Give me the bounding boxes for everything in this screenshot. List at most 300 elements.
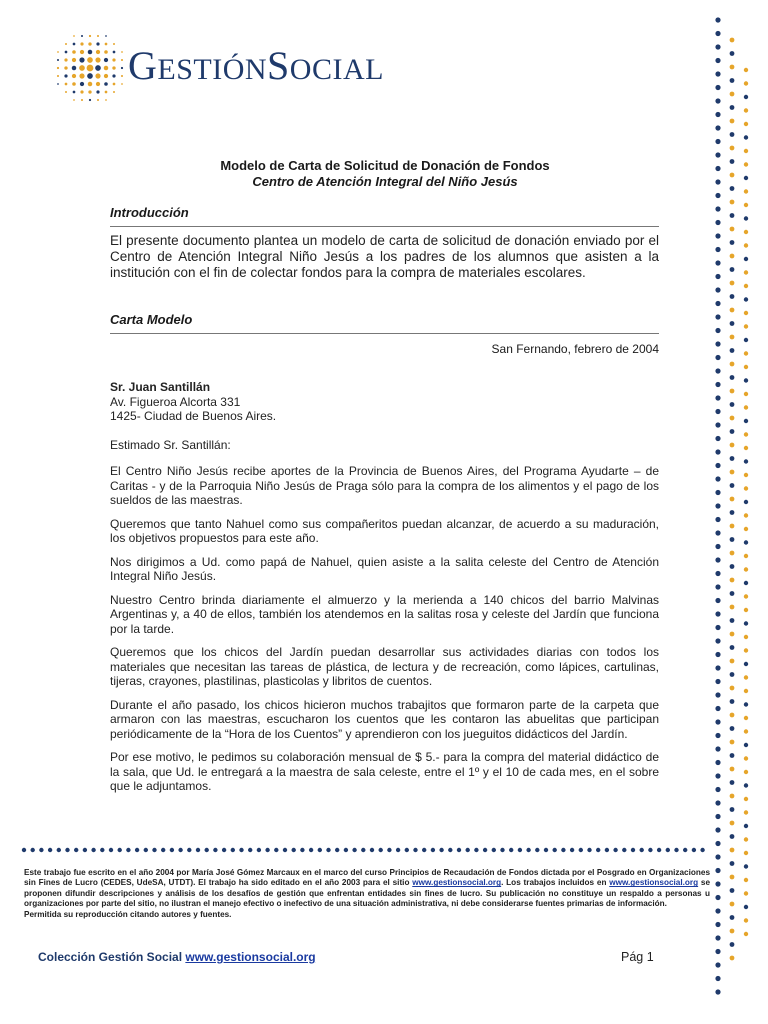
column-dot [730,888,735,893]
column-dot [730,321,735,326]
column-dot [744,149,748,153]
column-dot [730,794,735,799]
column-dot [730,470,735,475]
column-dot [715,476,720,481]
column-dot [715,881,720,886]
globe-dot [80,42,83,45]
divider-dot [448,848,452,852]
globe-dot [72,58,76,62]
decorative-dot-column-gold [729,10,735,1010]
column-dot [715,922,720,927]
column-dot [715,962,720,967]
column-dot [744,446,748,450]
column-dot [744,122,748,126]
globe-dot [72,50,76,54]
globe-dot [64,66,67,69]
globe-dot [105,43,108,46]
column-dot [715,382,720,387]
divider-dot [361,848,365,852]
column-dot [715,800,720,805]
column-dot [730,929,735,934]
letter-paragraph: Durante el año pasado, los chicos hicieron muchos trabajitos que formaron parte de la carpeta que armaron con las maestras, escucharon los cuentos que les contaron las abuelitas que participan periódicamente de la “Hora de los Cuentos” y aprendieron con los jueguitos didácticos del Jardín. [110,697,659,741]
column-dot [715,787,720,792]
globe-dot [112,66,115,69]
globe-dot [121,83,123,85]
column-dot [730,767,735,772]
globe-dot [89,35,91,37]
column-dot [715,44,720,49]
divider-dot [674,848,678,852]
divider-dot [622,848,626,852]
column-dot [715,692,720,697]
gestion-social-logo [50,28,384,118]
divider-dot [91,848,95,852]
globe-dot [57,83,59,85]
globe-dot [72,82,76,86]
column-dot [715,233,720,238]
column-dot [715,395,720,400]
column-dot [744,783,748,787]
globe-dot [112,58,115,61]
divider-dot [431,848,435,852]
decorative-dot-divider [20,846,710,854]
column-dot [744,189,748,193]
divider-dot [413,848,417,852]
globe-dot [104,74,108,78]
column-dot [730,105,735,110]
column-dot [715,58,720,63]
column-dot [744,540,748,544]
collection-label [38,950,316,964]
divider-dot [231,848,235,852]
column-dot [744,216,748,220]
divider-dot [65,848,69,852]
column-dot [744,311,748,315]
divider-dot [692,848,696,852]
column-dot [744,351,748,355]
globe-dots-icon [50,28,130,108]
column-dot [730,375,735,380]
column-dot [730,119,735,124]
column-dot [744,176,748,180]
globe-dot [64,58,67,61]
footer-disclaimer [24,868,710,920]
letter-paragraph: El Centro Niño Jesús recibe aportes de la Provincia de Buenos Aires, del Programa Ayudarte – de Caritas - y de la Parroquia Niño Jesús de Praga sólo para la compra de los alimentos y el pago de los sueldos de las maestras. [110,464,659,507]
divider-dot [326,848,330,852]
column-dot [715,665,720,670]
divider-dot [152,848,156,852]
column-dot [744,527,748,531]
column-dot [730,92,735,97]
column-dot [715,584,720,589]
column-dot [715,98,720,103]
divider-dot [553,848,557,852]
divider-dot [135,848,139,852]
globe-dot [73,43,76,46]
globe-dot [113,51,116,54]
collection-text: Colección Gestión Social [38,950,186,964]
column-dot [730,659,735,664]
column-dot [744,716,748,720]
divider-dot [544,848,548,852]
globe-dot [79,73,84,78]
column-dot [730,645,735,650]
column-dot [730,267,735,272]
column-dot [730,537,735,542]
column-dot [744,135,748,139]
divider-dot [509,848,513,852]
column-dot [715,409,720,414]
column-dot [730,294,735,299]
column-dot [730,780,735,785]
globe-dot [97,35,99,37]
gestionsocial-link[interactable]: www.gestionsocial.org [609,878,699,888]
column-dot [730,902,735,907]
divider-dot [292,848,296,852]
column-dot [730,915,735,920]
globe-dot [57,67,59,69]
column-dot [715,314,720,319]
divider-dot [352,848,356,852]
globe-dot [121,67,123,69]
column-dot [730,308,735,313]
logo-s: S [267,43,290,88]
divider-dot [396,848,400,852]
column-dot [744,837,748,841]
column-dot [730,281,735,286]
column-dot [744,324,748,328]
column-dot [730,753,735,758]
globe-dot [88,42,91,45]
column-dot [730,807,735,812]
column-dot [730,348,735,353]
divider-dot [648,848,652,852]
divider-dot [222,848,226,852]
column-dot [715,287,720,292]
letter-paragraph: Queremos que tanto Nahuel como sus compañeritos puedan alcanzar, de acuerdo a su maduración, los objetivos propuestos para este año. [110,516,659,545]
column-dot [744,581,748,585]
column-dot [715,530,720,535]
column-dot [715,719,720,724]
globe-dot [88,90,91,93]
column-dot [730,686,735,691]
column-dot [730,402,735,407]
column-dot [715,571,720,576]
column-dot [744,918,748,922]
decorative-dot-column-mixed [743,10,749,1010]
divider-dot [683,848,687,852]
column-dot [744,932,748,936]
divider-dot [466,848,470,852]
globe-dot [105,91,108,94]
divider-dot [170,848,174,852]
divider-dot [118,848,122,852]
column-dot [730,78,735,83]
column-dot [744,95,748,99]
globe-dot [57,51,59,53]
column-dot [744,257,748,261]
divider-dot [605,848,609,852]
divider-dot [492,848,496,852]
column-dot [744,905,748,909]
globe-dot [104,66,109,71]
globe-dot [95,73,100,78]
column-dot [730,497,735,502]
globe-dot [88,82,93,87]
column-dot [730,672,735,677]
divider-dot [318,848,322,852]
column-dot [715,490,720,495]
column-dot [744,338,748,342]
globe-dot [95,57,100,62]
page-number: Pág 1 [621,950,654,964]
divider-dot [100,848,104,852]
column-dot [730,173,735,178]
column-dot [744,459,748,463]
column-dot [715,949,720,954]
column-dot [715,220,720,225]
disclaimer-text-3: se proponen difundir descripciones y análisis de los desafíos de gestión que enfrentan entidades sin fines de lucro. Su publicación no constituye un respaldo a personas u organizaciones por parte del sitio, no ilustran el manejo efectivo o inefectivo de una situación administrativa, ni debe considerarse fuentes primarias de información. [24,878,711,909]
intro-heading: Introducción [110,205,659,227]
column-dot [715,841,720,846]
column-dot [730,551,735,556]
column-dot [744,473,748,477]
globe-dot [113,83,116,86]
globe-dot [95,65,101,71]
column-dot [744,243,748,247]
column-dot [744,689,748,693]
column-dot [744,797,748,801]
globe-dot [57,59,59,61]
column-dot [744,432,748,436]
divider-dot [178,848,182,852]
column-dot [715,368,720,373]
column-dot [715,706,720,711]
divider-dot [22,848,26,852]
letter-paragraph: Nuestro Centro brinda diariamente el almuerzo y la merienda a 140 chicos del barrio Malvinas Argentinas y, a 40 de ellos, también los atendemos en la salitas rosa y celeste del Jardín que funciona por la tarde. [110,592,659,636]
column-dot [730,699,735,704]
column-dot [744,392,748,396]
column-dot [715,854,720,859]
globe-dot [121,59,123,61]
column-dot [715,544,720,549]
column-dot [715,598,720,603]
column-dot [715,206,720,211]
logo-brand-part2-rest: OCIAL [289,53,384,86]
divider-dot [144,848,148,852]
divider-dot [518,848,522,852]
column-dot [715,935,720,940]
divider-dot [239,848,243,852]
column-dot [744,608,748,612]
column-dot [730,132,735,137]
column-dot [715,827,720,832]
column-dot [715,260,720,265]
divider-dot [31,848,35,852]
column-dot [730,510,735,515]
column-dot [730,591,735,596]
column-dot [744,81,748,85]
globe-dot [87,57,93,63]
column-dot [715,463,720,468]
column-dot [730,335,735,340]
divider-dot [274,848,278,852]
intro-text: El presente documento plantea un modelo de carta de solicitud de donación enviado por el Centro de Atención Integral Niño Jesús a los padres de los alumnos que asisten a la institución con el fin de colectar fondos para la compra de materiales escolares. [110,233,659,280]
column-dot [715,773,720,778]
logo-wordmark [128,42,384,89]
column-dot [730,726,735,731]
divider-dot [579,848,583,852]
divider-dot [657,848,661,852]
column-dot [730,254,735,259]
column-dot [730,713,735,718]
divider-dot [474,848,478,852]
column-dot [715,355,720,360]
divider-dot [39,848,43,852]
divider-dot [526,848,530,852]
globe-dot [73,99,75,101]
logo-g: G [128,43,158,88]
column-dot [744,621,748,625]
divider-dot [265,848,269,852]
divider-dot [613,848,617,852]
column-dot [730,956,735,961]
column-dot [730,456,735,461]
column-dot [744,405,748,409]
column-dot [744,68,748,72]
column-dot [744,648,748,652]
letter-paragraph: Nos dirigimos a Ud. como papá de Nahuel, quien asiste a la salita celeste del Centro de Atención Integral Niño Jesús. [110,554,659,583]
column-dot [730,942,735,947]
globe-dot [79,57,84,62]
divider-dot [126,848,130,852]
column-dot [744,810,748,814]
globe-dot [105,35,107,37]
column-dot [715,449,720,454]
divider-dot [666,848,670,852]
column-dot [730,240,735,245]
column-dot [744,270,748,274]
globe-dot [73,91,76,94]
column-dot [730,524,735,529]
column-dot [715,422,720,427]
column-dot [715,652,720,657]
divider-dot [535,848,539,852]
divider-dot [387,848,391,852]
column-dot [730,834,735,839]
divider-dot [500,848,504,852]
column-dot [715,868,720,873]
recipient-street: Av. Figueroa Alcorta 331 [110,394,241,409]
column-dot [744,554,748,558]
column-dot [744,675,748,679]
divider-dot [248,848,252,852]
column-dot [744,203,748,207]
globe-dot [65,51,68,54]
column-dot [730,186,735,191]
column-dot [744,284,748,288]
column-dot [715,760,720,765]
globe-dot [121,75,123,77]
column-dot [715,152,720,157]
column-dot [730,443,735,448]
recipient-name: Sr. Juan Santillán [110,380,211,394]
globe-dot [80,90,83,93]
column-dot [744,486,748,490]
column-dot [744,864,748,868]
divider-dot [74,848,78,852]
column-dot [715,989,720,994]
logo-brand-part1-rest: ESTIÓN [157,53,268,86]
divider-dot [335,848,339,852]
column-dot [730,740,735,745]
collection-link[interactable]: www.gestionsocial.org [185,950,316,964]
column-dot [715,436,720,441]
column-dot [744,500,748,504]
column-dot [744,824,748,828]
document-subtitle: Centro de Atención Integral del Niño Jesús [252,174,518,189]
column-dot [744,770,748,774]
divider-dot [640,848,644,852]
globe-dot [113,43,115,45]
divider-dot [187,848,191,852]
column-dot [744,851,748,855]
divider-dot [48,848,52,852]
divider-dot [300,848,304,852]
globe-dot [105,99,107,101]
column-dot [744,729,748,733]
column-dot [730,159,735,164]
divider-dot [405,848,409,852]
globe-dot [112,74,115,77]
column-dot [744,743,748,747]
column-dot [730,362,735,367]
gestionsocial-link[interactable]: www.gestionsocial.org [412,878,502,888]
globe-dot [96,50,100,54]
column-dot [715,341,720,346]
column-dot [730,146,735,151]
column-dot [730,200,735,205]
column-dot [715,179,720,184]
disclaimer-text-1: Este trabajo fue escrito en el año 2004 por María José Gómez Marcaux en el marco del curso Principios de Recaudación de Fondos dictada por el Posgrado en Organizaciones sin Fines de Lucro (CEDES, UdeSA, UTDT). El trabajo ha sido editado en el año 2003 para el sitio [24,868,710,888]
column-dot [715,85,720,90]
globe-dot [96,90,99,93]
column-dot [715,112,720,117]
column-dot [730,861,735,866]
globe-dot [57,75,59,77]
letter-paragraph: Queremos que los chicos del Jardín puedan desarrollar sus actividades diarias con todos los materiales que necesitan las tareas de plástica, de lectura y de recreación, como lápices, cartulinas, tijeras, crayones, plastilinas, plasticolas y libritos de cuentos. [110,645,659,688]
column-dot [744,662,748,666]
column-dot [730,65,735,70]
column-dot [715,895,720,900]
globe-dot [65,91,67,93]
column-dot [715,274,720,279]
globe-dot [73,35,75,37]
divider-dot [439,848,443,852]
globe-dot [79,65,85,71]
letter-body [110,380,659,803]
globe-dot [88,50,93,55]
column-dot [715,638,720,643]
divider-dot [344,848,348,852]
divider-dot [205,848,209,852]
letter-paragraph: Por ese motivo, le pedimos su colaboración mensual de $ 5.- para la compra del material didáctico de la sala, que Ud. le entregará a la maestra de sala celeste, entre el 1º y el 10 de cada mes, en el sobre que le adjuntamos. [110,750,659,793]
document-title: Modelo de Carta de Solicitud de Donación de Fondos [220,158,550,173]
globe-dot [80,82,84,86]
column-dot [730,605,735,610]
divider-dot [370,848,374,852]
column-dot [744,162,748,166]
